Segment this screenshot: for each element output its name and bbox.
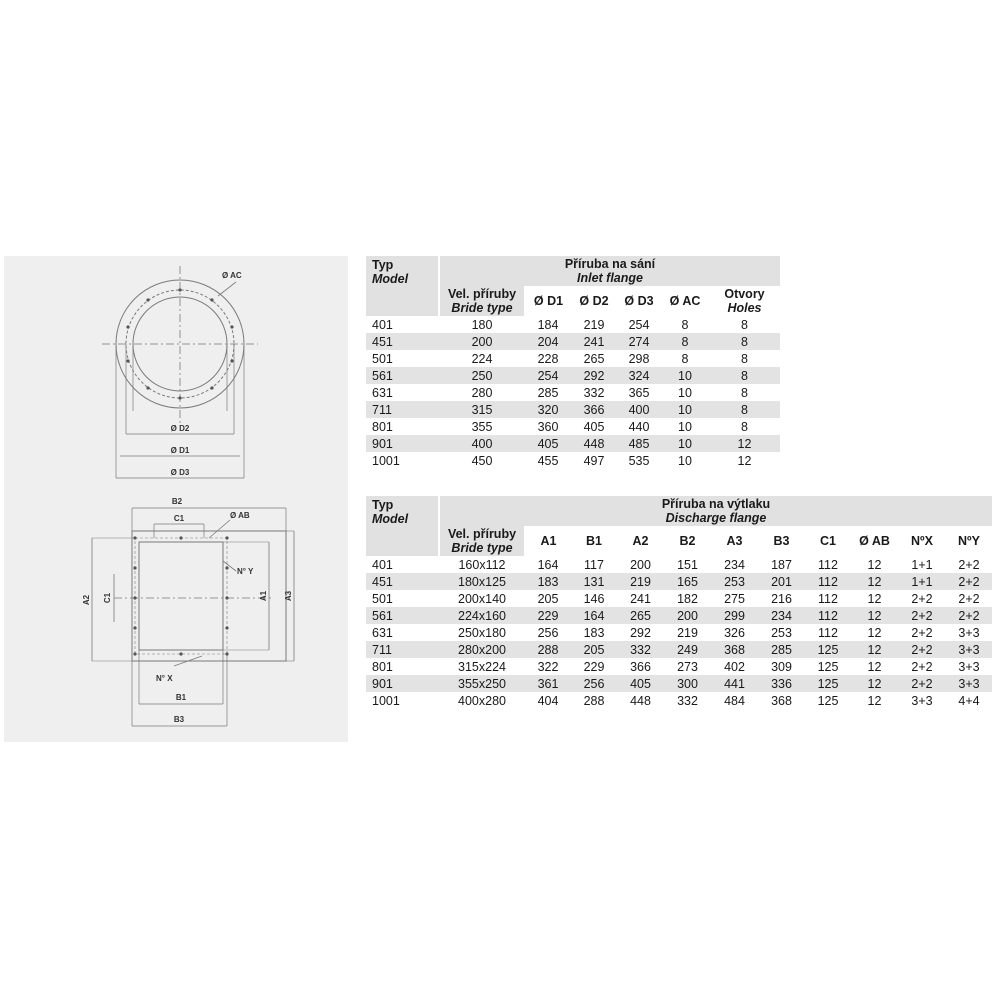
table-cell: 332 xyxy=(677,693,698,708)
column-header-sublabel: Bride type xyxy=(451,301,513,315)
table-cell: 336 xyxy=(758,675,805,692)
table-cell: 219 xyxy=(617,573,664,590)
table-cell: 3+3 xyxy=(958,659,980,674)
table-cell: 205 xyxy=(537,591,559,606)
table-cell: 112 xyxy=(818,625,838,640)
ac-leader xyxy=(218,282,236,296)
table-cell: 201 xyxy=(758,573,805,590)
table-cell: 180x125 xyxy=(439,573,525,590)
table-cell: 2+2 xyxy=(958,591,980,606)
table-cell: 405 xyxy=(525,435,571,452)
table-cell: 315x224 xyxy=(458,659,506,674)
table-cell: 2+2 xyxy=(898,641,946,658)
table-cell: 12 xyxy=(851,641,898,658)
table-cell: 249 xyxy=(664,641,711,658)
discharge-group-header xyxy=(439,496,992,526)
model-cell: 631 xyxy=(372,625,393,640)
table-cell: 183 xyxy=(583,625,605,640)
column-header xyxy=(617,286,661,316)
table-cell: 164 xyxy=(571,607,617,624)
table-row xyxy=(366,350,780,367)
table-cell: 288 xyxy=(525,641,571,658)
table-row xyxy=(366,333,780,350)
column-header xyxy=(898,526,946,556)
table-cell: 10 xyxy=(661,367,709,384)
table-cell: 280x200 xyxy=(439,641,525,658)
discharge-group-title: Příruba na výtlaku xyxy=(661,497,771,511)
column-header-label: C1 xyxy=(820,534,836,548)
typ-label: Typ xyxy=(372,258,394,272)
column-header xyxy=(709,286,780,316)
table-cell: 405 xyxy=(617,675,664,692)
table-cell: 112 xyxy=(805,607,851,624)
column-header xyxy=(946,526,992,556)
column-header-label: NºY xyxy=(958,534,980,548)
discharge-header-row-1 xyxy=(366,496,992,526)
table-cell: 402 xyxy=(724,659,745,674)
table-row xyxy=(366,624,992,641)
table-cell: 10 xyxy=(678,419,692,434)
column-header-label: NºX xyxy=(911,534,933,548)
model-cell: 401 xyxy=(372,557,393,572)
table-cell: 448 xyxy=(571,435,617,452)
table-cell: 10 xyxy=(661,435,709,452)
table-cell: 241 xyxy=(630,591,651,606)
discharge-flange-drawing xyxy=(92,508,294,726)
flange-inner-rect xyxy=(139,542,223,650)
table-cell: 219 xyxy=(677,625,698,640)
table-row xyxy=(366,435,780,452)
table-cell: 3+3 xyxy=(946,675,992,692)
discharge-bolt-holes xyxy=(133,536,228,655)
table-cell: 253 xyxy=(771,625,792,640)
table-cell: 400 xyxy=(617,401,661,418)
table-cell: 322 xyxy=(537,659,559,674)
table-cell: 200 xyxy=(630,557,651,572)
column-header-label: Ø AC xyxy=(669,294,701,308)
table-cell: 280 xyxy=(471,385,493,400)
table-cell: 165 xyxy=(664,573,711,590)
table-cell: 229 xyxy=(525,607,571,624)
model-cell: 451 xyxy=(366,573,439,590)
a3-label: A3 xyxy=(284,590,293,602)
table-cell: 112 xyxy=(805,573,851,590)
table-cell: 12 xyxy=(851,675,898,692)
column-header-label: Ø D2 xyxy=(579,294,609,308)
flange-drawing-panel xyxy=(4,256,348,742)
ac-label: Ø AC xyxy=(222,271,242,280)
inlet-flange-table xyxy=(366,256,780,469)
table-cell: 8 xyxy=(741,419,748,434)
b2-label: B2 xyxy=(171,497,183,506)
table-cell: 12 xyxy=(867,591,882,606)
table-cell: 254 xyxy=(628,317,650,332)
table-cell: 200x140 xyxy=(458,591,506,606)
table-cell: 187 xyxy=(771,557,792,572)
c1-side-label: C1 xyxy=(103,592,112,604)
table-cell: 455 xyxy=(537,453,559,468)
table-cell: 365 xyxy=(628,385,650,400)
table-cell: 2+2 xyxy=(911,591,933,606)
model-cell: 1001 xyxy=(372,693,400,708)
table-cell: 2+2 xyxy=(911,625,933,640)
column-header xyxy=(525,526,571,556)
table-cell: 2+2 xyxy=(946,607,992,624)
table-cell: 12 xyxy=(867,557,882,572)
table-cell: 368 xyxy=(771,693,792,708)
table-cell: 3+3 xyxy=(958,625,980,640)
model-cell: 901 xyxy=(366,675,439,692)
column-header-sublabel: Holes xyxy=(727,301,762,315)
column-header-sublabel: Bride type xyxy=(451,541,513,555)
model-cell: 711 xyxy=(366,641,439,658)
a2-label: A2 xyxy=(82,594,91,606)
discharge-typ-header xyxy=(366,496,439,556)
table-cell: 12 xyxy=(737,453,752,468)
column-header-label: Vel. příruby xyxy=(447,287,517,301)
column-header xyxy=(664,526,711,556)
table-cell: 250x180 xyxy=(458,625,506,640)
table-row xyxy=(366,367,780,384)
ny-leader xyxy=(223,561,236,571)
d2-label: Ø D2 xyxy=(170,424,190,433)
table-row xyxy=(366,573,992,590)
table-cell: 288 xyxy=(583,693,605,708)
column-header xyxy=(711,526,758,556)
table-cell: 366 xyxy=(571,401,617,418)
table-cell: 8 xyxy=(709,333,780,350)
table-cell: 265 xyxy=(583,351,605,366)
table-cell: 355 xyxy=(471,419,493,434)
table-cell: 440 xyxy=(628,419,650,434)
table-cell: 8 xyxy=(681,317,689,332)
table-cell: 4+4 xyxy=(958,693,980,708)
table-cell: 160x112 xyxy=(458,557,506,572)
column-header xyxy=(758,526,805,556)
table-cell: 234 xyxy=(758,607,805,624)
table-cell: 368 xyxy=(711,641,758,658)
table-cell: 485 xyxy=(617,435,661,452)
model-cell: 501 xyxy=(372,351,393,366)
flange-inner-circle xyxy=(133,297,227,391)
table-cell: 292 xyxy=(630,625,651,640)
flange-bolt-rect xyxy=(135,538,227,654)
model-cell: 801 xyxy=(372,419,393,434)
table-row xyxy=(366,452,780,469)
table-cell: 228 xyxy=(537,351,559,366)
table-cell: 131 xyxy=(571,573,617,590)
table-cell: 8 xyxy=(741,317,748,332)
table-cell: 1+1 xyxy=(911,557,933,572)
column-header-label: Ø D1 xyxy=(533,294,564,308)
table-cell: 180 xyxy=(471,317,493,332)
table-row xyxy=(366,384,780,401)
table-cell: 205 xyxy=(571,641,617,658)
table-cell: 274 xyxy=(617,333,661,350)
table-cell: 241 xyxy=(571,333,617,350)
column-header-label: Otvory xyxy=(724,287,765,301)
table-cell: 164 xyxy=(537,557,559,572)
table-cell: 273 xyxy=(677,659,698,674)
table-cell: 12 xyxy=(867,693,882,708)
table-row xyxy=(366,641,992,658)
table-cell: 146 xyxy=(583,591,605,606)
table-cell: 2+2 xyxy=(911,659,933,674)
table-row xyxy=(366,418,780,435)
table-cell: 204 xyxy=(525,333,571,350)
d3-label: Ø D3 xyxy=(170,468,190,477)
model-cell: 631 xyxy=(372,385,393,400)
table-cell: 292 xyxy=(571,367,617,384)
table-cell: 224x160 xyxy=(439,607,525,624)
column-header xyxy=(805,526,851,556)
column-header xyxy=(571,526,617,556)
table-cell: 265 xyxy=(617,607,664,624)
discharge-table-body xyxy=(366,556,992,709)
inlet-group-title: Příruba na sání xyxy=(564,257,656,271)
table-cell: 299 xyxy=(711,607,758,624)
table-cell: 151 xyxy=(677,557,698,572)
table-cell: 10 xyxy=(678,385,692,400)
column-header xyxy=(439,526,525,556)
a1-label: A1 xyxy=(259,590,268,602)
table-cell: 8 xyxy=(741,385,748,400)
table-cell: 184 xyxy=(537,317,559,332)
b3-label: B3 xyxy=(173,715,185,724)
column-header xyxy=(439,286,525,316)
table-cell: 285 xyxy=(537,385,559,400)
ab-leader xyxy=(209,520,230,538)
table-cell: 8 xyxy=(709,401,780,418)
model-cell: 561 xyxy=(366,607,439,624)
table-cell: 112 xyxy=(818,557,838,572)
table-cell: 200 xyxy=(664,607,711,624)
table-cell: 12 xyxy=(851,607,898,624)
table-cell: 182 xyxy=(677,591,698,606)
table-cell: 332 xyxy=(583,385,605,400)
ny-label: N° Y xyxy=(237,567,254,576)
table-cell: 400x280 xyxy=(458,693,506,708)
table-cell: 355x250 xyxy=(439,675,525,692)
column-header-label: B2 xyxy=(679,534,696,548)
table-cell: 484 xyxy=(724,693,745,708)
table-cell: 535 xyxy=(628,453,650,468)
table-cell: 10 xyxy=(678,453,692,468)
table-cell: 326 xyxy=(724,625,745,640)
table-cell: 2+2 xyxy=(898,675,946,692)
inlet-group-subtitle: Inlet flange xyxy=(577,271,643,285)
table-cell: 2+2 xyxy=(898,607,946,624)
table-cell: 216 xyxy=(771,591,792,606)
inlet-typ-header xyxy=(366,256,439,316)
table-row xyxy=(366,556,992,573)
table-row xyxy=(366,590,992,607)
table-cell: 125 xyxy=(805,675,851,692)
table-cell: 12 xyxy=(867,625,882,640)
d1-label: Ø D1 xyxy=(170,446,190,455)
table-cell: 441 xyxy=(711,675,758,692)
table-cell: 224 xyxy=(471,351,493,366)
table-row xyxy=(366,607,992,624)
model-cell: 801 xyxy=(372,659,393,674)
model-cell: 901 xyxy=(366,435,439,452)
table-cell: 200 xyxy=(439,333,525,350)
table-cell: 1+1 xyxy=(898,573,946,590)
table-row xyxy=(366,401,780,418)
table-cell: 300 xyxy=(664,675,711,692)
column-header-label: B3 xyxy=(773,534,790,548)
table-row xyxy=(366,675,992,692)
column-header xyxy=(525,286,571,316)
table-cell: 8 xyxy=(709,367,780,384)
inlet-table-body xyxy=(366,316,780,469)
model-cell: 451 xyxy=(366,333,439,350)
table-cell: 8 xyxy=(661,333,709,350)
column-header xyxy=(661,286,709,316)
table-cell: 253 xyxy=(711,573,758,590)
table-cell: 254 xyxy=(525,367,571,384)
table-cell: 12 xyxy=(709,435,780,452)
table-cell: 497 xyxy=(583,453,605,468)
table-cell: 125 xyxy=(805,641,851,658)
table-cell: 405 xyxy=(583,419,605,434)
table-cell: 12 xyxy=(867,659,882,674)
model-label: Model xyxy=(372,272,409,286)
model-cell: 401 xyxy=(372,317,393,332)
table-cell: 3+3 xyxy=(946,641,992,658)
table-cell: 315 xyxy=(439,401,525,418)
discharge-header-row-2 xyxy=(366,526,992,556)
model-cell: 711 xyxy=(366,401,439,418)
table-cell: 404 xyxy=(537,693,559,708)
table-row xyxy=(366,692,992,709)
column-header-label: B1 xyxy=(586,534,602,548)
model-cell: 561 xyxy=(366,367,439,384)
table-cell: 309 xyxy=(771,659,792,674)
table-cell: 183 xyxy=(525,573,571,590)
table-cell: 8 xyxy=(681,351,689,366)
table-cell: 298 xyxy=(628,351,650,366)
b1-label: B1 xyxy=(175,693,187,702)
model-label: Model xyxy=(372,512,409,526)
table-cell: 361 xyxy=(525,675,571,692)
table-cell: 400 xyxy=(439,435,525,452)
table-cell: 219 xyxy=(583,317,605,332)
typ-label: Typ xyxy=(372,498,394,512)
nx-label: N° X xyxy=(156,674,173,683)
inlet-group-header xyxy=(439,256,780,286)
column-header-label: Ø AB xyxy=(859,534,890,548)
inlet-header-row-1 xyxy=(366,256,780,286)
table-cell: 256 xyxy=(571,675,617,692)
table-cell: 332 xyxy=(617,641,664,658)
table-cell: 117 xyxy=(584,557,604,572)
flange-drawing xyxy=(4,256,348,742)
c1-top-label: C1 xyxy=(173,514,185,523)
model-cell: 1001 xyxy=(372,453,400,468)
table-cell: 234 xyxy=(724,557,745,572)
table-cell: 275 xyxy=(724,591,745,606)
ab-label: Ø AB xyxy=(230,511,250,520)
table-cell: 360 xyxy=(537,419,559,434)
column-header-label: A3 xyxy=(726,534,743,548)
table-cell: 450 xyxy=(471,453,493,468)
table-cell: 112 xyxy=(818,591,838,606)
column-header-label: A2 xyxy=(632,534,649,548)
column-header xyxy=(851,526,898,556)
table-cell: 12 xyxy=(851,573,898,590)
table-row xyxy=(366,658,992,675)
table-cell: 2+2 xyxy=(958,557,980,572)
table-cell: 448 xyxy=(630,693,651,708)
table-cell: 250 xyxy=(439,367,525,384)
table-cell: 8 xyxy=(741,351,748,366)
table-cell: 366 xyxy=(630,659,651,674)
table-cell: 125 xyxy=(817,659,839,674)
table-cell: 10 xyxy=(661,401,709,418)
table-cell: 229 xyxy=(583,659,605,674)
discharge-group-subtitle: Discharge flange xyxy=(665,511,767,525)
column-header xyxy=(571,286,617,316)
table-cell: 3+3 xyxy=(911,693,933,708)
column-header-label: Ø D3 xyxy=(624,294,654,308)
column-header-label: A1 xyxy=(540,534,557,548)
discharge-flange-table xyxy=(366,496,992,709)
table-cell: 285 xyxy=(758,641,805,658)
table-cell: 125 xyxy=(817,693,839,708)
column-header-label: Vel. příruby xyxy=(447,527,517,541)
table-row xyxy=(366,316,780,333)
table-cell: 324 xyxy=(617,367,661,384)
table-cell: 2+2 xyxy=(946,573,992,590)
column-header xyxy=(617,526,664,556)
table-cell: 256 xyxy=(537,625,559,640)
table-cell: 320 xyxy=(525,401,571,418)
model-cell: 501 xyxy=(372,591,393,606)
